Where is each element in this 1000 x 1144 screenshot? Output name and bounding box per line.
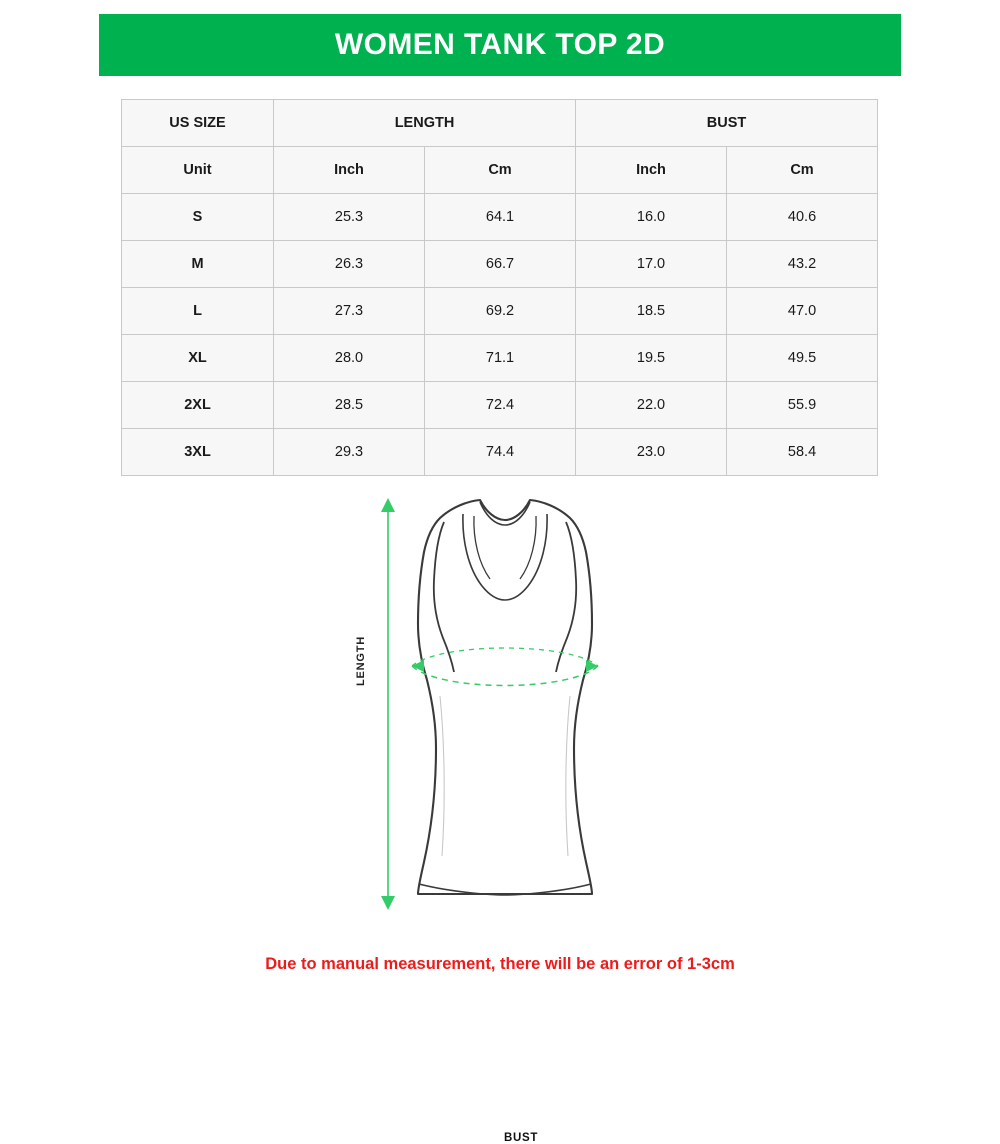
cell-length-cm: 72.4 (425, 382, 576, 429)
cell-length-inch: 25.3 (274, 194, 425, 241)
garment-body-outline (418, 500, 592, 894)
cell-bust-inch: 19.5 (576, 335, 727, 382)
measurement-disclaimer: Due to manual measurement, there will be an error of 1-3cm (265, 955, 735, 973)
length-arrow-bottom (381, 896, 395, 910)
column-header-bust-inch: Inch (576, 147, 727, 194)
cell-length-cm: 64.1 (425, 194, 576, 241)
cell-size: L (122, 288, 274, 335)
cell-length-inch: 27.3 (274, 288, 425, 335)
size-chart-table (121, 99, 878, 476)
table-row (122, 288, 878, 335)
cell-size: XL (122, 335, 274, 382)
cell-size: S (122, 194, 274, 241)
cell-size: M (122, 241, 274, 288)
column-header-unit: Unit (122, 147, 274, 194)
cell-bust-inch: 22.0 (576, 382, 727, 429)
cell-bust-cm: 58.4 (727, 429, 878, 476)
cell-bust-inch: 23.0 (576, 429, 727, 476)
cell-length-inch: 28.5 (274, 382, 425, 429)
cell-bust-inch: 16.0 (576, 194, 727, 241)
table-row (122, 241, 878, 288)
table-row (122, 335, 878, 382)
page-title: WOMEN TANK TOP 2D (334, 28, 666, 61)
column-header-bust: BUST (576, 100, 878, 147)
length-measurement-label: LENGTH (355, 635, 367, 686)
cell-length-inch: 29.3 (274, 429, 425, 476)
length-arrow-top (381, 498, 395, 512)
column-header-length: LENGTH (274, 100, 576, 147)
cell-bust-inch: 18.5 (576, 288, 727, 335)
cell-length-cm: 74.4 (425, 429, 576, 476)
tank-top-illustration (340, 496, 670, 916)
cell-length-cm: 66.7 (425, 241, 576, 288)
cell-bust-cm: 40.6 (727, 194, 878, 241)
cell-length-cm: 71.1 (425, 335, 576, 382)
cell-size: 2XL (122, 382, 274, 429)
cell-size: 3XL (122, 429, 274, 476)
cell-bust-cm: 49.5 (727, 335, 878, 382)
cell-bust-cm: 55.9 (727, 382, 878, 429)
table-row (122, 194, 878, 241)
column-header-length-cm: Cm (425, 147, 576, 194)
bust-arrow-left (412, 660, 424, 672)
table-row (122, 382, 878, 429)
column-header-bust-cm: Cm (727, 147, 878, 194)
table-group-header-row (122, 100, 878, 147)
cell-length-inch: 26.3 (274, 241, 425, 288)
column-header-length-inch: Inch (274, 147, 425, 194)
cell-length-inch: 28.0 (274, 335, 425, 382)
table-unit-header-row (122, 147, 878, 194)
cell-length-cm: 69.2 (425, 288, 576, 335)
cell-bust-inch: 17.0 (576, 241, 727, 288)
cell-bust-cm: 47.0 (727, 288, 878, 335)
table-row (122, 429, 878, 476)
column-header-us-size: US SIZE (122, 100, 274, 147)
cell-bust-cm: 43.2 (727, 241, 878, 288)
header-banner (99, 14, 901, 76)
bust-measurement-label: BUST (504, 1132, 539, 1144)
